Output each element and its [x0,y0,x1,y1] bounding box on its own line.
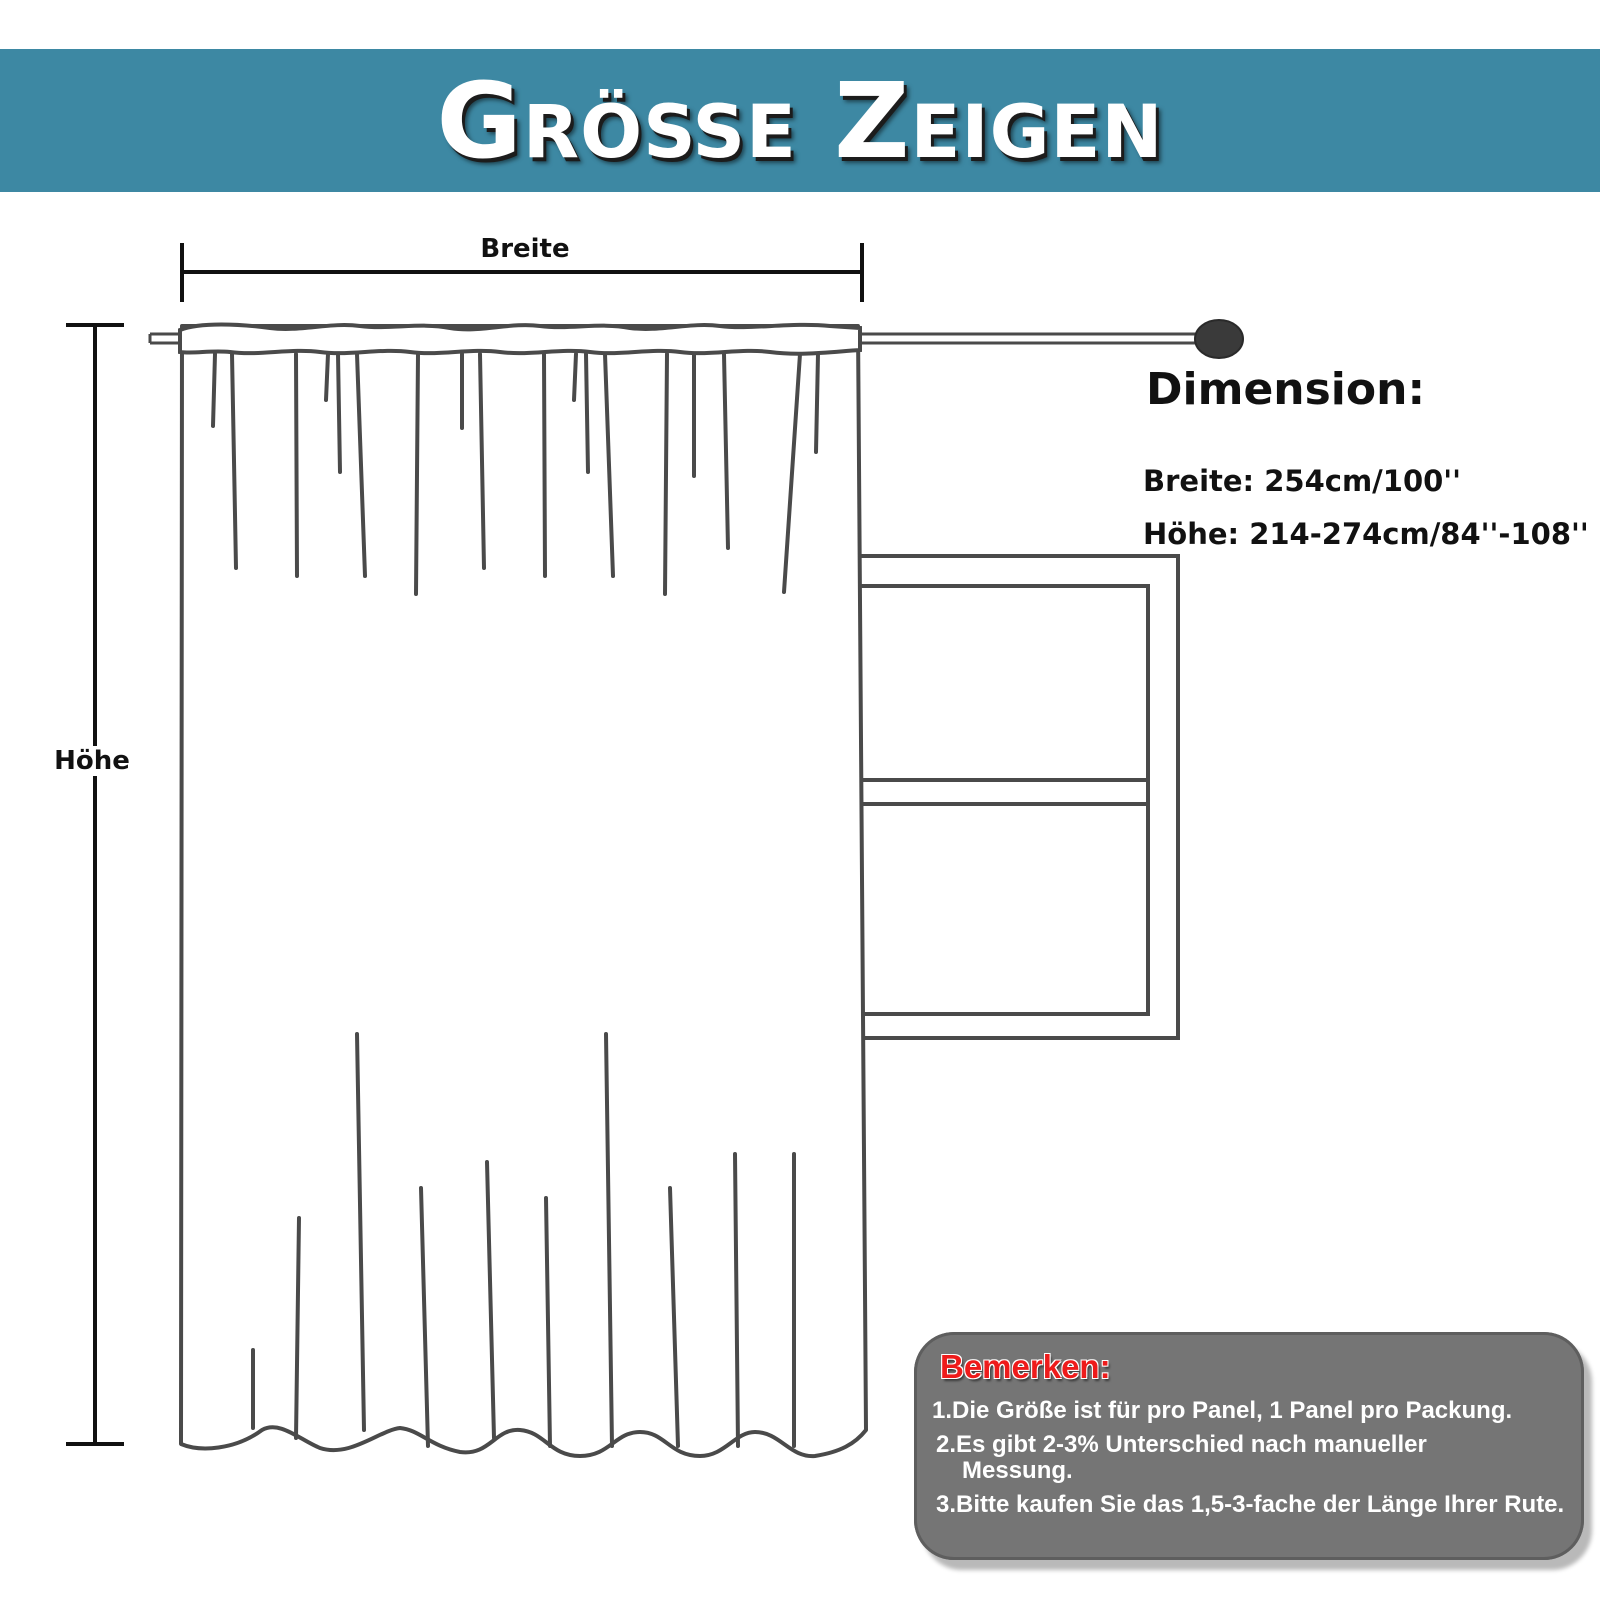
page-title: Größe Zeigen [436,59,1164,182]
notes-heading: Bemerken: [940,1348,1111,1385]
note-item: 3.Bitte kaufen Sie das 1,5-3-fache der Länge Ihrer Rute. [936,1491,1565,1518]
height-label: Höhe [30,746,154,776]
note-item: 1.Die Größe ist für pro Panel, 1 Panel pro Packung. [932,1397,1513,1424]
window-frame [858,556,1178,1038]
dimension-heading: Dimension: [1146,364,1426,415]
width-label: Breite [480,234,570,264]
height-dimension-bar [66,325,124,1444]
notes-box [914,1332,1584,1560]
dimension-width-value: Breite: 254cm/100'' [1143,464,1462,498]
curtain-header [180,325,860,354]
curtain-panel [181,326,866,1456]
dimension-height-value: Höhe: 214-274cm/84''-108'' [1143,517,1589,551]
rod-finial [1195,320,1243,358]
note-item: 2.Es gibt 2-3% Unterschied nach manueller Messung. [936,1431,1427,1484]
